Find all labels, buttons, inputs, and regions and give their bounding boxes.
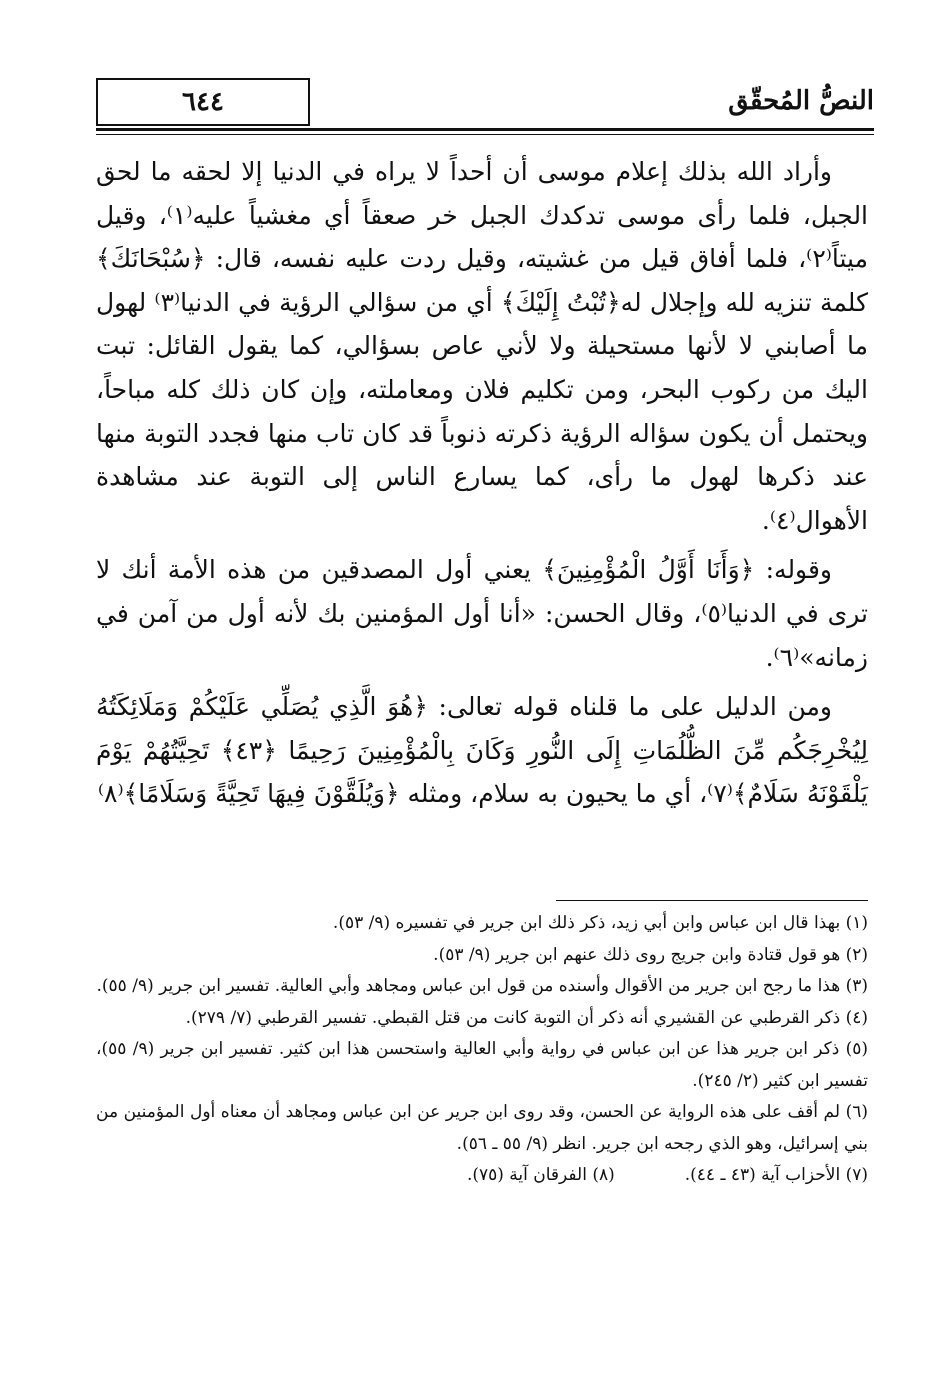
footnote: (٣) هذا ما رجح ابن جرير من الأقوال وأسنده من قول ابن عباس ومجاهد وأبي العالية. تفسير ابن جرير (٩/ ٥٥). [96, 976, 868, 996]
footnote: (١) بهذا قال ابن عباس وابن أبي زيد، ذكر ذلك ابن جرير في تفسيره (٩/ ٥٣). [332, 913, 868, 933]
footnote: (٦) لم أقف على هذه الرواية عن الحسن، وقد روى ابن جرير عن ابن عباس ومجاهد أن معناه أول المؤمنين من بني إسرائيل، وهو الذي رجحه ابن جرير. انظر (٩/ ٥٥ ـ ٥٦). [96, 1102, 868, 1154]
paragraph: وأراد الله بذلك إعلام موسى أن أحداً لا يراه في الدنيا إلا لحقه ما لحق الجبل، فلما رأى موسى تدكدك الجبل خر صعقاً أي مغشياً عليه⁽١⁾، وقيل ميتاً⁽٢⁾، فلما أفاق قيل من غشيته، وقيل ردت عليه نفسه، قال: ﴿سُبْحَانَكَ﴾ كلمة تنزيه لله وإجلال له﴿تُبْتُ إِلَيْكَ﴾ أي من سؤالي الرؤية في الدنيا⁽٣⁾ لهول ما أصابني لا لأنها مستحيلة ولا لأني عاص بسؤالي، كما يقول القائل: تبت اليك من ركوب البحر، ومن تكليم فلان ومعاملته، وإن كان ذلك كله مباحاً، ويحتمل أن يكون سؤاله الرؤية ذكرته ذنوباً قد كان تاب منها فجدد التوبة منها عند ذكرها لهول ما رأى، كما يسارع الناس إلى التوبة عند مشاهدة الأهوال⁽٤⁾. [96, 157, 869, 535]
page-number-box [96, 78, 310, 126]
footnote: (٨) الفرقان آية (٧٥). [466, 1165, 615, 1185]
footnote: (٧) الأحزاب آية (٤٣ ـ ٤٤). [684, 1165, 868, 1185]
running-title: النصُّ المُحقّق [728, 86, 874, 116]
footnote-separator [556, 900, 868, 901]
paragraph: ومن الدليل على ما قلناه قوله تعالى: ﴿هُوَ الَّذِي يُصَلِّي عَلَيْكُمْ وَمَلَائِكَتُهُ لِيُخْرِجَكُم مِّنَ الظُّلُمَاتِ إِلَى النُّورِ وَكَانَ بِالْمُؤْمِنِينَ رَحِيمًا ﴿٤٣﴾ تَحِيَّتُهُمْ يَوْمَ يَلْقَوْنَهُ سَلَامٌ﴾⁽٧⁾، أي ما يحيون به سلام، ومثله ﴿وَيُلَقَّوْنَ فِيهَا تَحِيَّةً وَسَلَامًا﴾⁽٨⁾ [96, 692, 868, 809]
main-text [96, 150, 868, 816]
paragraph: وقوله: ﴿وَأَنَا أَوَّلُ الْمُؤْمِنِينَ﴾ يعني أول المصدقين من هذه الأمة أنك لا ترى في الدنيا⁽٥⁾، وقال الحسن: «أنا أول المؤمنين بك لأنه أول من آمن في زمانه»⁽٦⁾. [96, 555, 869, 672]
footnote: (٥) ذكر ابن جرير هذا عن ابن عباس في رواية وأبي العالية واستحسن هذا ابن كثير. تفسير ابن جرير (٩/ ٥٥)، تفسير ابن كثير (٢/ ٢٤٥). [96, 1039, 868, 1091]
footnote-row [96, 1160, 868, 1192]
footnote: (٢) هو قول قتادة وابن جريج روى ذلك عنهم ابن جرير (٩/ ٥٣). [433, 944, 868, 965]
page-number: ٦٤٤ [182, 87, 224, 117]
header-rule-thick [96, 128, 874, 131]
footnote: (٤) ذكر القرطبي عن القشيري أنه ذكر أن التوبة كانت من قتل القبطي. تفسير القرطبي (٧/ ٢٧٩). [185, 1007, 868, 1028]
header-rule-thin [96, 134, 874, 135]
footnotes [96, 908, 868, 1192]
